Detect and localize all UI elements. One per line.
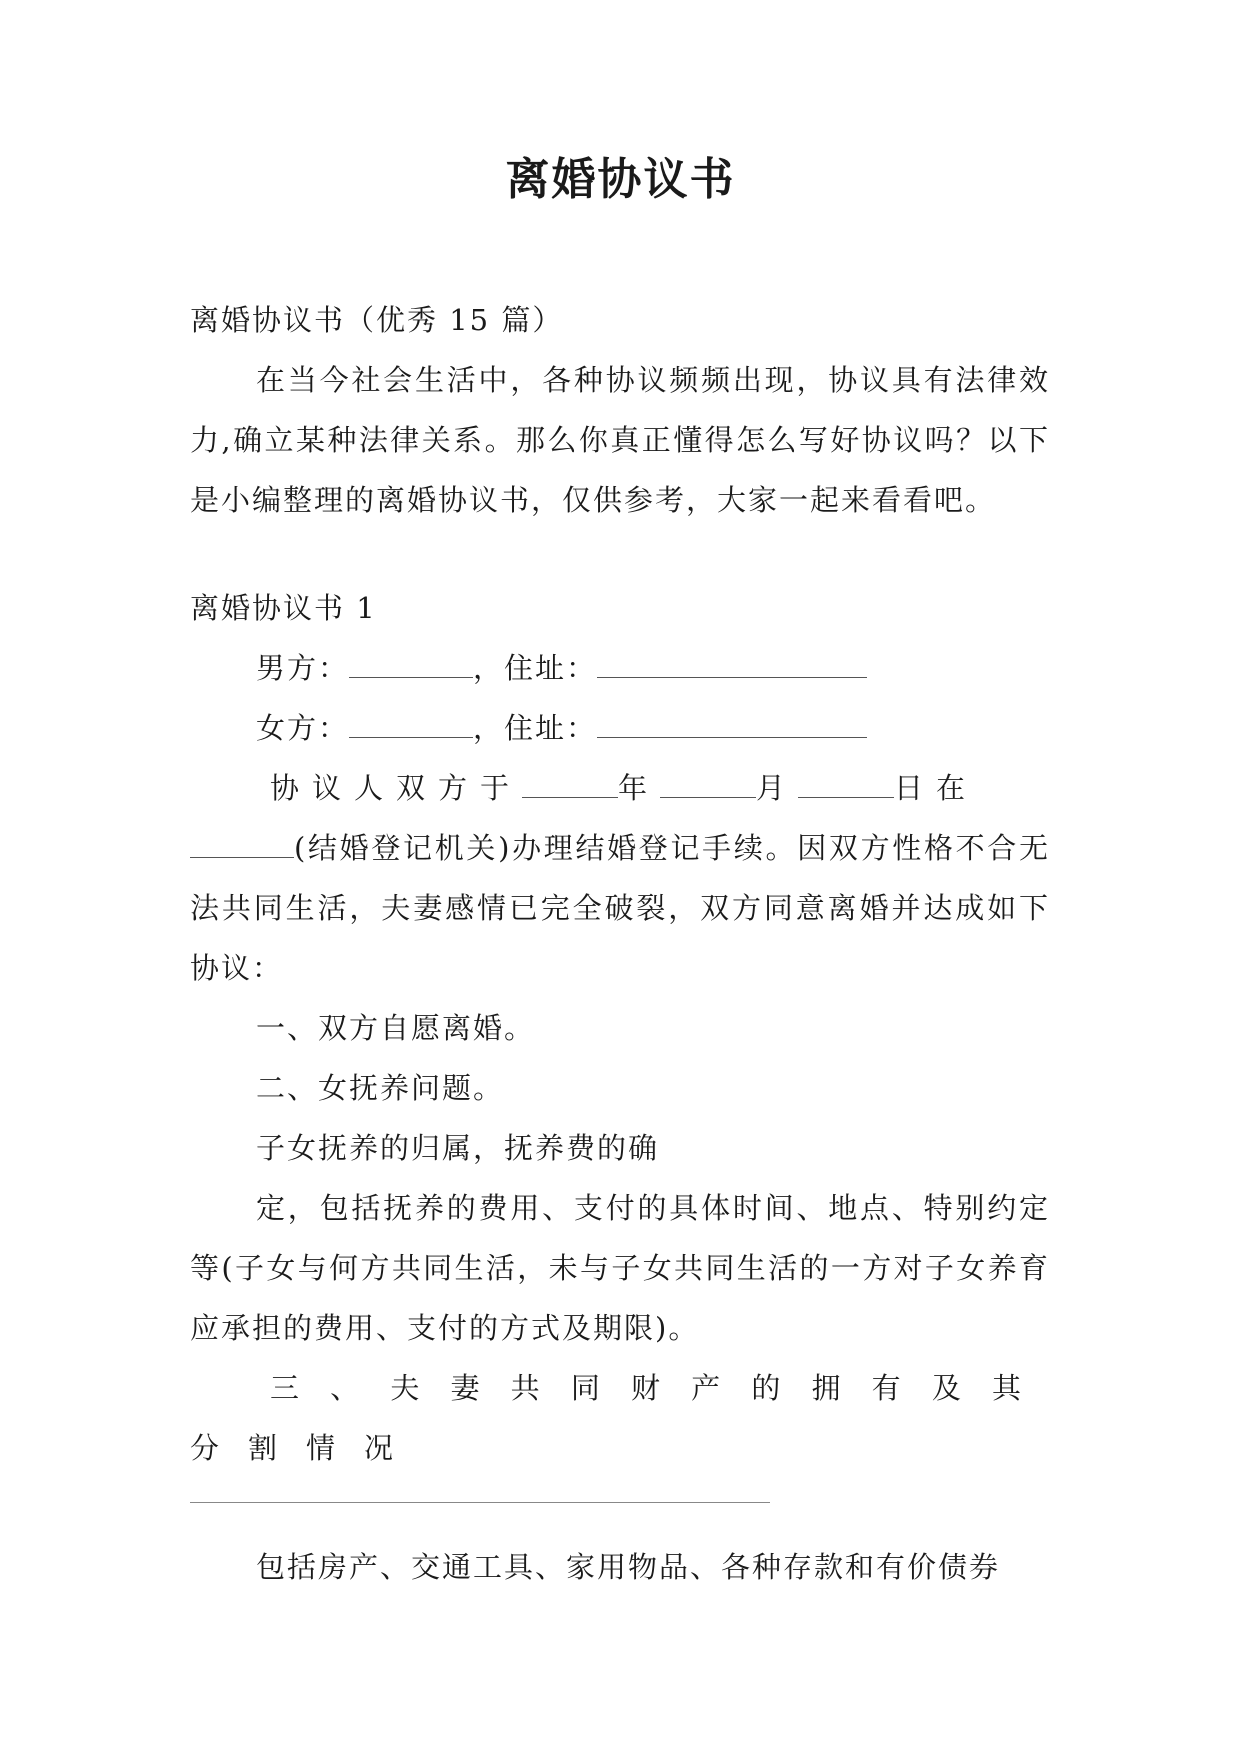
- intro-paragraph: 在当今社会生活中，各种协议频频出现，协议具有法律效力,确立某种法律关系。那么你真正懂得怎么写好协议吗？以下是小编整理的离婚协议书，仅供参考，大家一起来看看吧。: [190, 363, 1050, 517]
- year-label: 年: [618, 771, 661, 805]
- agreement-rest: (结婚登记机关)办理结婚登记手续。因双方性格不合无法共同生活，夫妻感情已完全破裂，双方同意离婚并达成如下协议：: [190, 831, 1050, 985]
- day-blank: [798, 769, 894, 798]
- fill-in-rule: [190, 1502, 770, 1503]
- year-blank: [522, 769, 618, 798]
- female-address-blank: [597, 709, 867, 738]
- agreement-prefix: 协议人双方于: [270, 771, 523, 805]
- registry-blank: [190, 829, 294, 858]
- item-1: 一、双方自愿离婚。: [256, 1011, 536, 1045]
- item-3-detail: 包括房产、交通工具、家用物品、各种存款和有价债券: [256, 1550, 1001, 1584]
- section-heading: 离婚协议书 1: [190, 591, 377, 625]
- marriage-date-line: [190, 758, 1050, 818]
- male-address-label: ，住址：: [473, 651, 598, 685]
- male-name-blank: [349, 649, 473, 678]
- agreement-paragraph: [190, 818, 1050, 998]
- month-label: 月: [756, 771, 799, 805]
- item-2-line-1: 子女抚养的归属，抚养费的确: [256, 1131, 660, 1165]
- item-2: 二、女抚养问题。: [256, 1071, 505, 1105]
- day-label: 日在: [894, 771, 979, 805]
- item-3: 三、夫妻共同财产的拥有及其分割情况: [190, 1371, 1050, 1465]
- male-label: 男方：: [256, 651, 350, 685]
- subtitle: 离婚协议书（优秀 15 篇）: [190, 303, 564, 337]
- female-label: 女方：: [256, 711, 350, 745]
- male-party-line: [190, 638, 1050, 698]
- document-title: 离婚协议书: [505, 154, 736, 205]
- male-address-blank: [597, 649, 867, 678]
- month-blank: [660, 769, 756, 798]
- document-body: [190, 290, 1050, 1597]
- female-name-blank: [349, 709, 473, 738]
- female-party-line: [190, 698, 1050, 758]
- spacer: [190, 530, 1050, 578]
- item-2-line-2: 定，包括抚养的费用、支付的具体时间、地点、特别约定等(子女与何方共同生活，未与子女共同生活的一方对子女养育应承担的费用、支付的方式及期限)。: [190, 1191, 1050, 1345]
- female-address-label: ，住址：: [473, 711, 598, 745]
